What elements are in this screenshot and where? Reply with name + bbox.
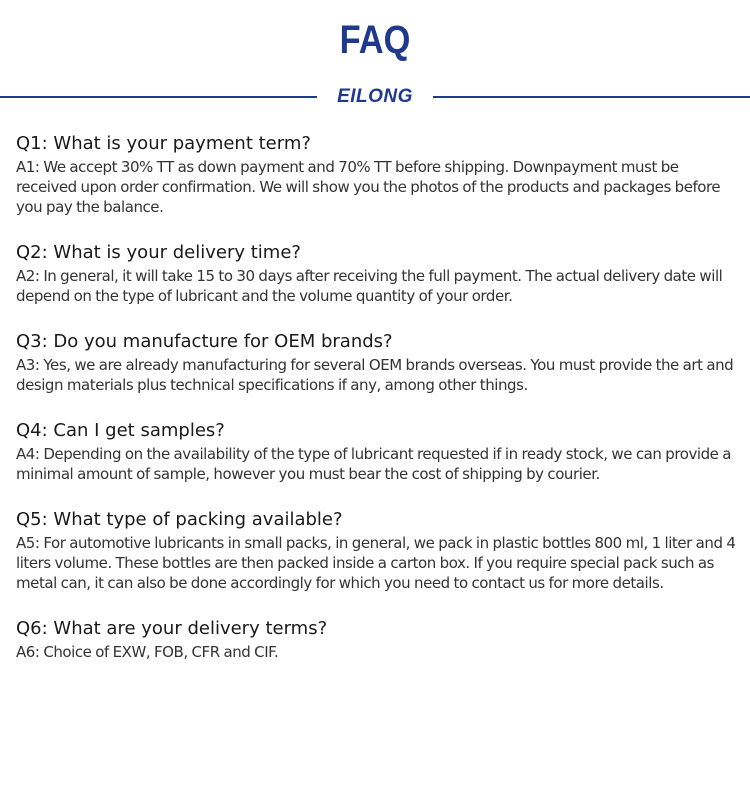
faq-question: Q1: What is your payment term? (16, 133, 311, 154)
faq-item (16, 328, 738, 395)
faq-question: Q3: Do you manufacture for OEM brands? (16, 331, 393, 352)
faq-item (16, 615, 738, 662)
faq-item (16, 417, 738, 484)
faq-item (16, 130, 738, 217)
faq-answer: A6: Choice of EXW, FOB, CFR and CIF. (16, 643, 279, 661)
page-title: FAQ (339, 18, 411, 62)
brand-divider (0, 84, 750, 110)
brand-logo: EILONG (337, 86, 413, 107)
faq-item (16, 239, 738, 306)
faq-question: Q6: What are your delivery terms? (16, 618, 328, 639)
faq-question: Q5: What type of packing available? (16, 509, 343, 530)
faq-question: Q2: What is your delivery time? (16, 242, 301, 263)
faq-answer: A3: Yes, we are already manufacturing for several OEM brands overseas. You must provide the art and design materials plus technical specifications if any, among other things. (16, 356, 734, 394)
faq-item (16, 506, 738, 593)
faq-answer: A5: For automotive lubricants in small packs, in general, we pack in plastic bottles 800 ml, 1 liter and 4 liters volume. These bottles are then packed inside a carton box. If you require special pack such as metal can, it can also be done accordingly for which you need to contact us for more details. (16, 534, 736, 592)
faq-answer: A4: Depending on the availability of the type of lubricant requested if in ready stock, we can provide a minimal amount of sample, however you must bear the cost of shipping by courier. (16, 445, 731, 483)
faq-list (16, 130, 738, 684)
divider-line-left (0, 96, 317, 98)
faq-answer: A1: We accept 30% TT as down payment and 70% TT before shipping. Downpayment must be received upon order confirmation. We will show you the photos of the products and packages before you pay the balance. (16, 158, 721, 216)
faq-answer: A2: In general, it will take 15 to 30 days after receiving the full payment. The actual delivery date will depend on the type of lubricant and the volume quantity of your order. (16, 267, 723, 305)
divider-line-right (433, 96, 750, 98)
faq-question: Q4: Can I get samples? (16, 420, 225, 441)
